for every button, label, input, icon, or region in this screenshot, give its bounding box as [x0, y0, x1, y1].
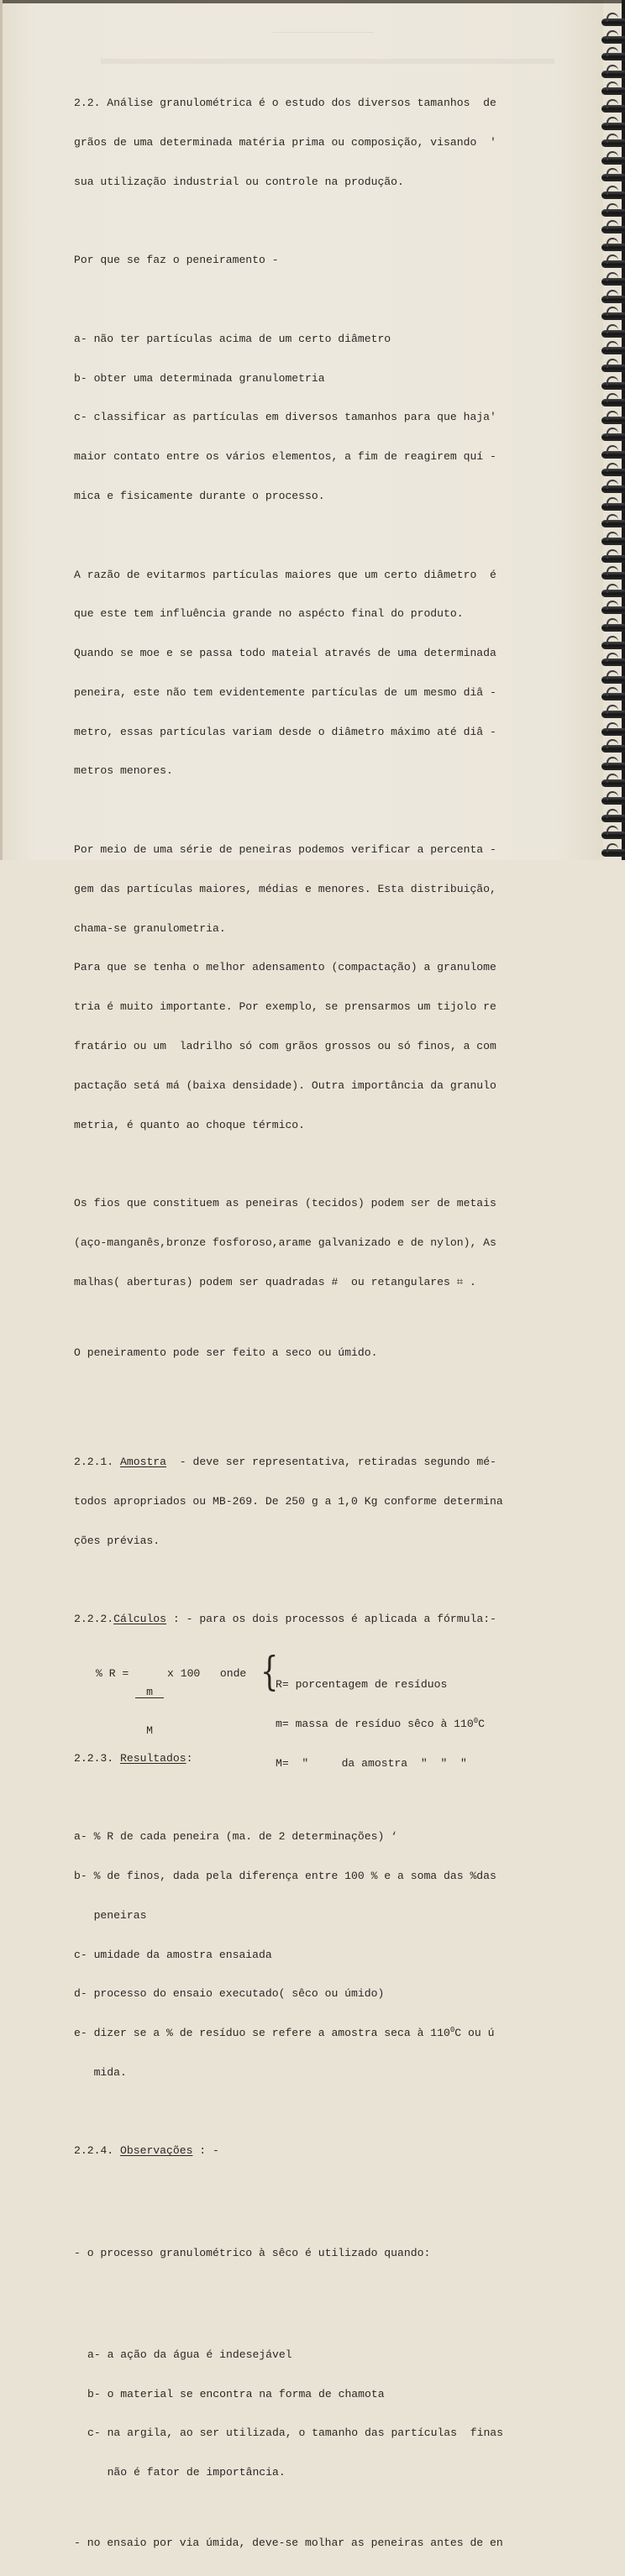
- series-line: Por meio de uma série de peneiras podemos verificar a percenta -: [74, 843, 496, 857]
- spiral-coil: [601, 296, 625, 303]
- reason-line: metro, essas partículas variam desde o diâmetro máximo até diâ -: [74, 725, 496, 738]
- spiral-coil: [601, 36, 625, 44]
- spiral-coil: [601, 832, 625, 839]
- dry-wet-line: O peneiramento pode ser feito a seco ou úmido.: [74, 1346, 378, 1359]
- spiral-coil: [601, 606, 625, 614]
- reason-line: Quando se moe e se passa todo mateial através de uma determinada: [74, 647, 496, 660]
- section-text-line: todos apropriados ou MB-269. De 250 g a 1,0 Kg conforme determina: [74, 1495, 503, 1508]
- why-item: a- não ter partículas acima de um certo diâmetro: [74, 332, 391, 345]
- dry-process-item: c- na argila, ao ser utilizada, o tamanho das partículas finas: [87, 2426, 504, 2440]
- spiral-coil: [601, 53, 625, 60]
- spiral-coil: [601, 433, 625, 441]
- definition-line: [276, 1718, 485, 1731]
- dry-process-item: não é fator de importância.: [87, 2466, 286, 2479]
- dry-process-heading: - o processo granulométrico à sêco é utilizado quando:: [74, 2246, 431, 2259]
- spiral-coil: [601, 451, 625, 459]
- spiral-coil: [601, 244, 625, 251]
- why-item: mica e fisicamente durante o processo.: [74, 490, 325, 502]
- reason-line: A razão de evitarmos partículas maiores que um certo diâmetro é: [74, 568, 496, 581]
- spiral-coil: [601, 105, 625, 113]
- formula-denominator: M: [146, 1723, 153, 1737]
- series-line: fratário ou um ladrilho só com grãos grossos ou só finos, a com: [74, 1039, 496, 1052]
- wires-line: (aço-manganês,bronze fosforoso,arame galvanizado e de nylon), As: [74, 1236, 496, 1249]
- section-title: Resultados: [120, 1751, 186, 1765]
- spiral-coil: [601, 538, 625, 545]
- results-item: d- processo do ensaio executado( sêco ou úmido): [74, 1987, 385, 2001]
- spiral-coil: [601, 18, 625, 26]
- results-item: a- % R de cada peneira (ma. de 2 determinações) ‘: [74, 1830, 398, 1844]
- spiral-coil: [601, 642, 625, 649]
- spiral-coil: [601, 745, 625, 753]
- section-2-2-2: [74, 1613, 578, 1626]
- spiral-coil: [601, 503, 625, 511]
- spiral-coil: [601, 763, 625, 770]
- spiral-coil: [601, 624, 625, 632]
- spiral-coil: [601, 139, 625, 147]
- series-line: metria, é quanto ao choque térmico.: [74, 1118, 306, 1131]
- spiral-binding: [600, 0, 625, 860]
- spiral-coil: [601, 693, 625, 700]
- spiral-coil: [601, 399, 625, 407]
- definition-line: R= porcentagem de resíduos: [276, 1678, 448, 1692]
- typewritten-text: [74, 71, 578, 2576]
- formula-numerator: m: [135, 1687, 164, 1698]
- spiral-coil: [601, 312, 625, 320]
- spiral-coil: [601, 191, 625, 199]
- show-through-line: [101, 59, 554, 64]
- spiral-coil: [601, 226, 625, 233]
- section-title: Cálculos: [113, 1613, 167, 1626]
- spiral-coil: [601, 469, 625, 476]
- dry-process-item: a- a ação da água é indesejável: [87, 2348, 292, 2361]
- wires-line: Os fios que constituem as peneiras (tecidos) podem ser de metais: [74, 1197, 496, 1210]
- spiral-coil: [601, 520, 625, 527]
- section-number: 2.2.3.: [74, 1751, 121, 1765]
- why-item: b- obter uma determinada granulometria: [74, 371, 325, 385]
- section-title: Amostra: [120, 1456, 167, 1469]
- series-line: tria é muito importante. Por exemplo, se prensarmos um tijolo re: [74, 1000, 496, 1014]
- spiral-coil: [601, 157, 625, 165]
- intro-line: grãos de uma determinada matéria prima ou composição, visando ': [74, 135, 496, 149]
- spiral-coil: [601, 209, 625, 217]
- spiral-coil: [601, 797, 625, 805]
- section-title: Observações: [120, 2144, 193, 2158]
- section-number: 2.2.1.: [74, 1456, 121, 1469]
- results-item: c- umidade da amostra ensaiada: [74, 1948, 272, 1961]
- section-text: - deve ser representativa, retiradas segundo mé-: [166, 1456, 496, 1469]
- spiral-coil: [601, 260, 625, 268]
- results-item: [74, 2027, 578, 2040]
- spiral-coil: [601, 417, 625, 424]
- spiral-coil: [601, 365, 625, 372]
- formula-brace: {: [260, 1648, 279, 1696]
- why-item: maior contato entre os vários elementos, a fim de reagirem quí -: [74, 450, 496, 464]
- section-2-2-1: [74, 1456, 578, 1469]
- spiral-coil: [601, 676, 625, 684]
- spiral-coil: [601, 849, 625, 857]
- spiral-coil: [601, 485, 625, 493]
- section-text: : - para os dois processos é aplicada a fórmula:-: [166, 1613, 496, 1626]
- section-number: 2.2.4.: [74, 2144, 121, 2158]
- spiral-coil: [601, 278, 625, 286]
- why-heading: Por que se faz o peneiramento -: [74, 254, 279, 267]
- why-item: c- classificar as partículas em diversos tamanhos para que haja': [74, 411, 496, 424]
- wires-line: malhas( aberturas) podem ser quadradas # ou retangulares ⌗ .: [74, 1275, 476, 1288]
- series-line: Para que se tenha o melhor adensamento (compactação) a granulome: [74, 961, 496, 974]
- reason-line: que este tem influência grande no aspécto final do produto.: [74, 607, 464, 621]
- dry-process-item: b- o material se encontra na forma de chamota: [87, 2387, 385, 2400]
- intro-line: 2.2. Análise granulométrica é o estudo dos diversos tamanhos de: [74, 97, 496, 110]
- spiral-coil: [601, 123, 625, 130]
- section-2-2-4: [74, 2144, 578, 2158]
- results-item: peneiras: [74, 1908, 147, 1922]
- show-through-heading: [273, 24, 374, 33]
- page-left-edge: [0, 0, 3, 860]
- spiral-coil: [601, 71, 625, 78]
- series-line: chama-se granulometria.: [74, 921, 226, 935]
- spiral-coil: [601, 728, 625, 736]
- spiral-coil: [601, 779, 625, 787]
- results-item: mida.: [74, 2065, 127, 2079]
- spiral-coil: [601, 711, 625, 718]
- spiral-coil: [601, 572, 625, 580]
- spiral-coil: [601, 658, 625, 666]
- formula-rhs: x 100 onde: [167, 1667, 247, 1681]
- intro-line: sua utilização industrial ou controle na produção.: [74, 175, 404, 188]
- reason-line: peneira, este não tem evidentemente partículas de um mesmo diâ -: [74, 685, 496, 699]
- formula-lhs: % R =: [96, 1667, 129, 1681]
- spiral-coil: [601, 382, 625, 390]
- degree-superscript: 0: [473, 1717, 479, 1726]
- spiral-coil: [601, 347, 625, 354]
- formula-fraction: [135, 1660, 164, 1763]
- definition-line: M= " da amostra " " ": [276, 1757, 467, 1770]
- section-text: : -: [192, 2144, 219, 2158]
- section-colon: :: [186, 1751, 193, 1765]
- definition-text: m= massa de resíduo sêco à 110: [276, 1718, 474, 1731]
- reason-line: metros menores.: [74, 764, 173, 778]
- spiral-coil: [601, 330, 625, 338]
- page-top-edge: [0, 0, 625, 3]
- temperature-unit: C: [478, 1718, 485, 1731]
- spiral-coil: [601, 174, 625, 181]
- section-text-line: ções prévias.: [74, 1534, 160, 1547]
- spiral-coil: [601, 815, 625, 822]
- series-line: pactação setá má (baixa densidade). Outra importância da granulo: [74, 1078, 496, 1092]
- spiral-coil: [601, 87, 625, 95]
- wet-process-line: - no ensaio por via úmida, deve-se molhar as peneiras antes de en: [74, 2537, 503, 2550]
- results-item-text: e- dizer se a % de resíduo se refere a amostra seca à 110: [74, 2027, 450, 2040]
- results-item-text: C ou ú: [454, 2027, 495, 2040]
- spiral-coil: [601, 555, 625, 563]
- section-number: 2.2.2.: [74, 1613, 114, 1626]
- formula-definitions: [276, 1652, 485, 1797]
- results-item: b- % de finos, dada pela diferença entre 100 % e a soma das %das: [74, 1869, 496, 1882]
- degree-superscript: 0: [449, 2026, 455, 2035]
- series-line: gem das partículas maiores, médias e menores. Esta distribuição,: [74, 882, 496, 895]
- spiral-coil: [601, 590, 625, 597]
